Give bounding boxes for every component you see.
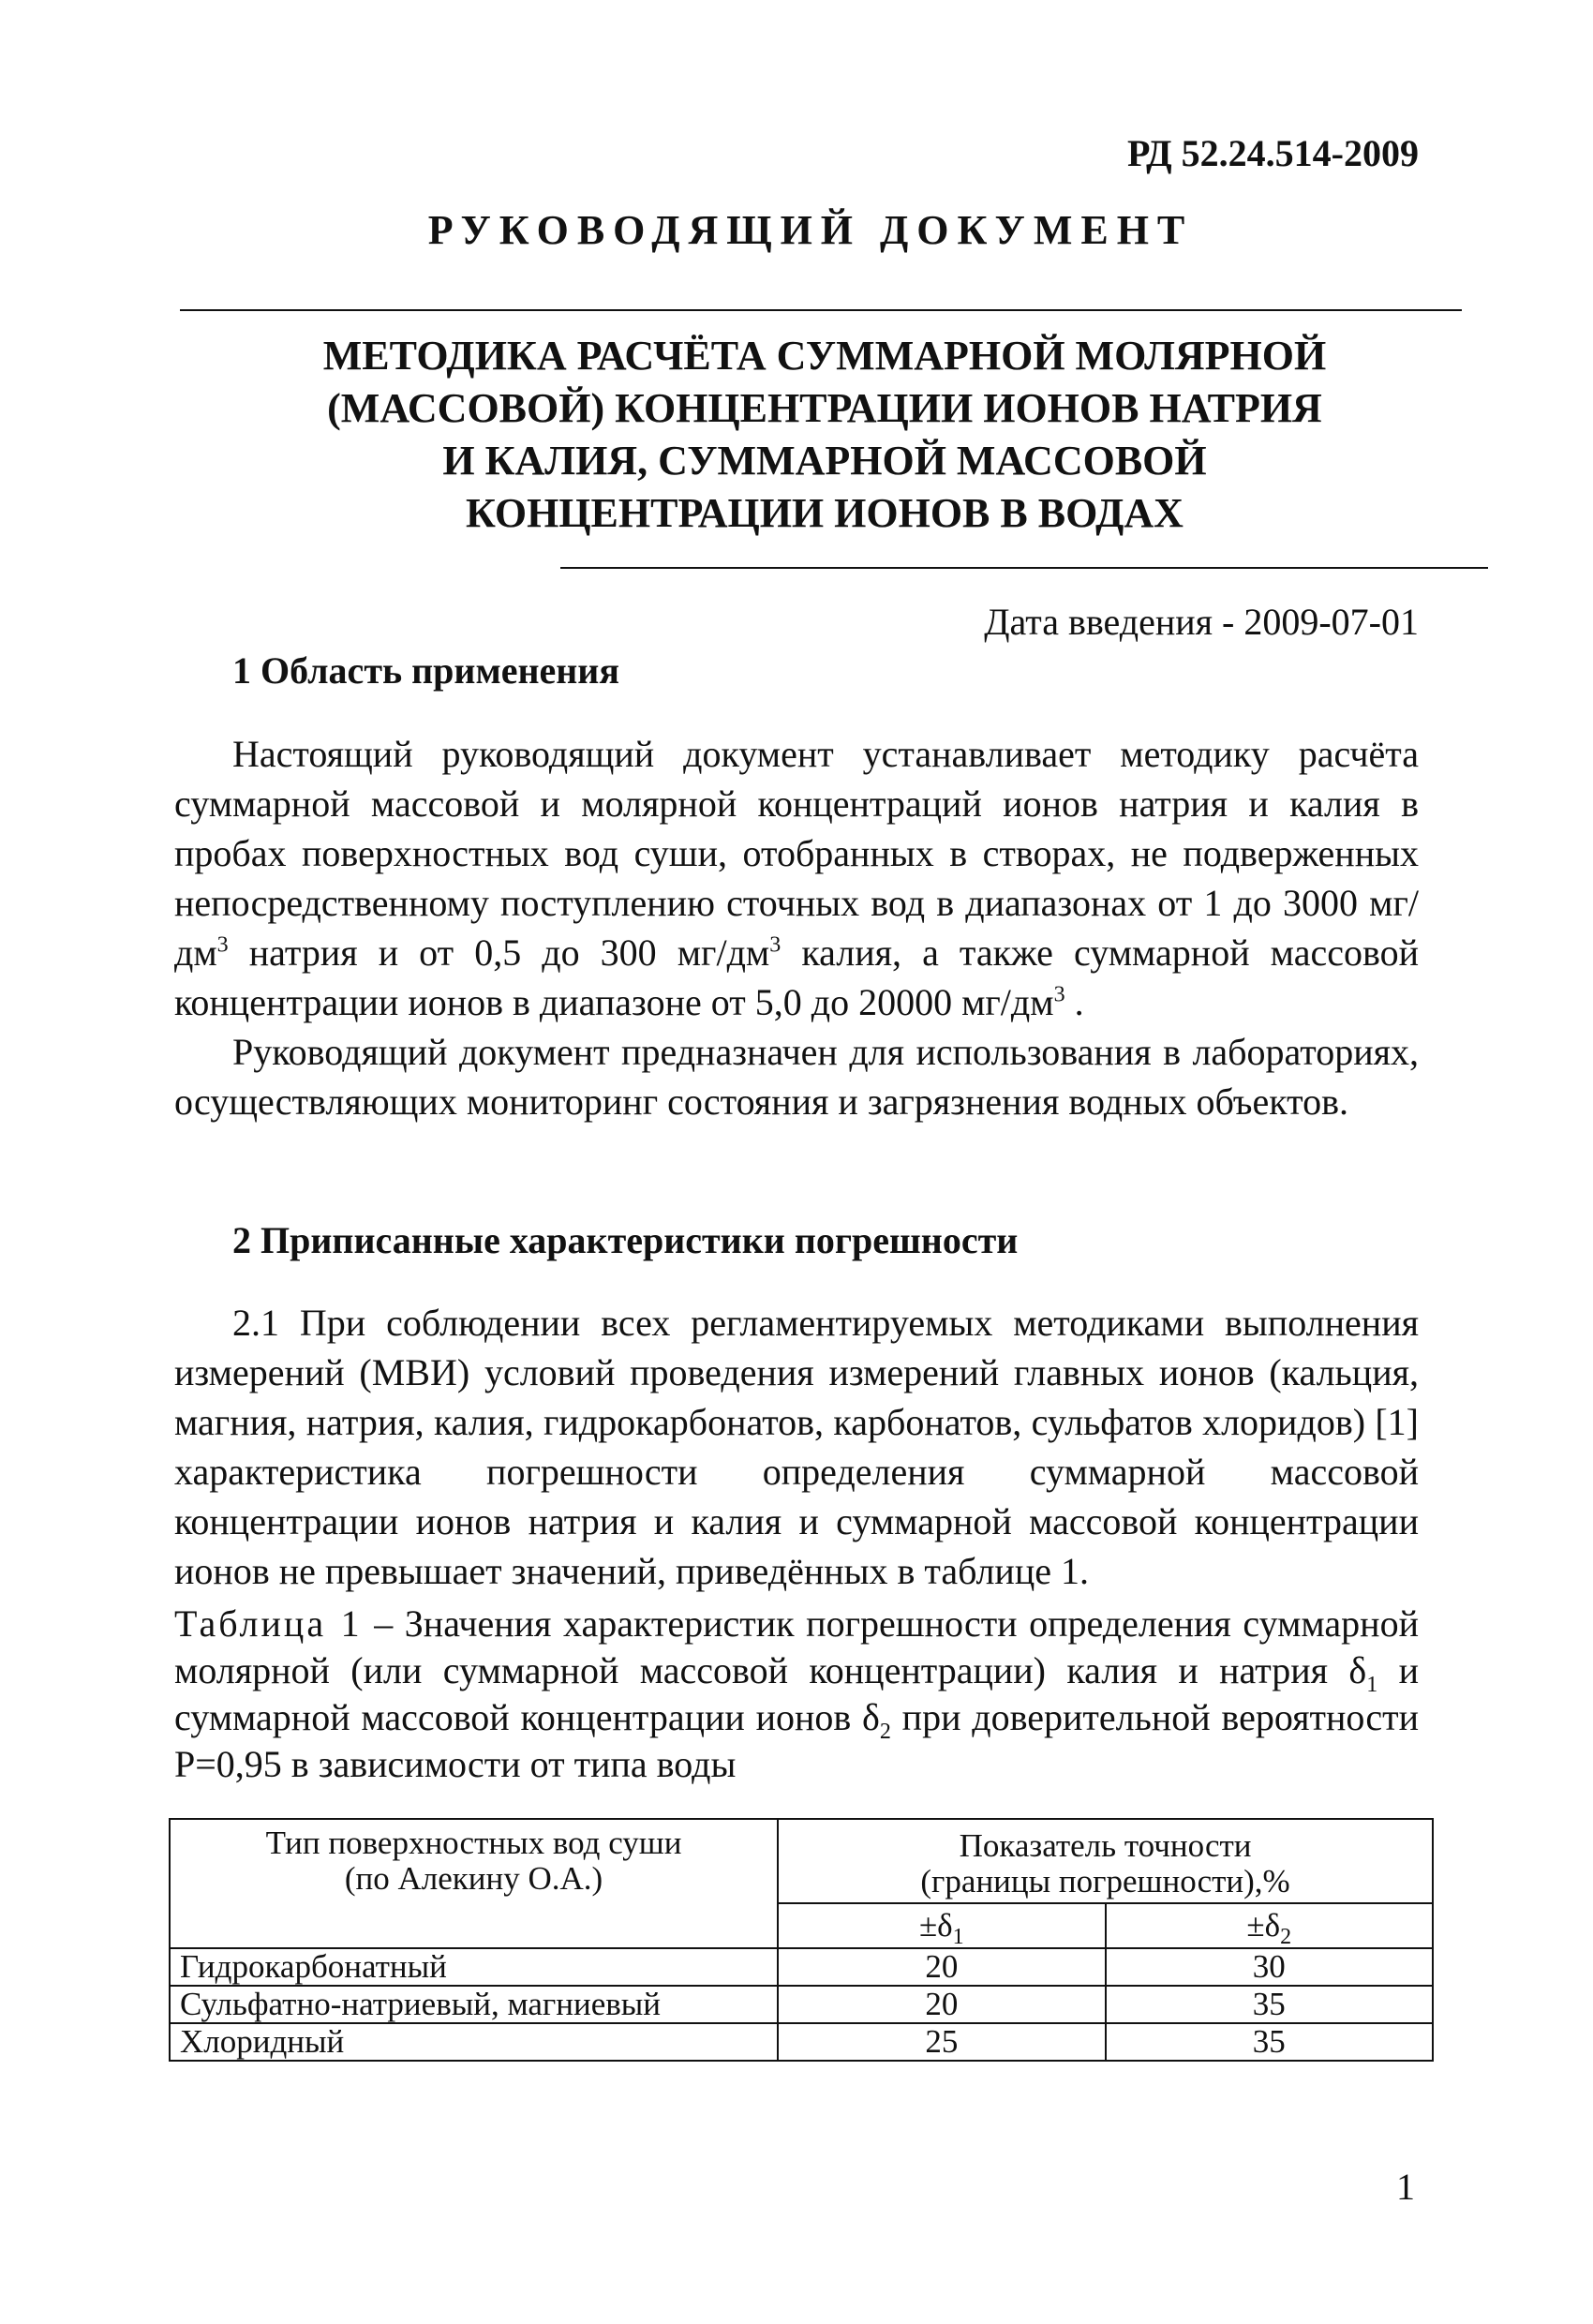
document-code: РД 52.24.514-2009 [1127,132,1419,174]
table-row [170,1948,1433,1986]
title-line-4: КОНЦЕНТРАЦИИ ИОНОВ В ВОДАХ [466,490,1184,536]
header-accuracy: Показатель точности (границы погрешности),% [778,1819,1433,1903]
table-caption: Таблица 1 – Значения характеристик погрешности определения суммарной молярной (или суммарной массовой концентрации) калия и натрия $\delta_1$ и суммарной массовой концентрации ионов $\delta_2$ при доверительной вероятности Р=0,95 в зависимости от типа воды [174,1602,1420,1785]
cell-delta-2: 35 [1106,2023,1433,2061]
section-1-paragraph-1: Настоящий руководящий документ устанавливает методику расчёта суммарной массовой и молярной концентраций ионов натрия и калия в пробах поверхностных вод суши, отобранных в створах, не подверженных непосредственному поступлению сточных вод в диапазонах от 1 до 3000 $мг/дм^3$ натрия и от 0,5 до 300 $мг/дм^3$ калия, а также суммарной массовой концентрации ионов в диапазоне от 5,0 до 20000 $мг/дм^3$ . [174,733,1419,1023]
section-1-heading: 1 Область применения [232,649,619,692]
accuracy-table [169,1818,1434,2062]
section-2-body [174,1298,1419,1596]
title-top-rule [180,309,1462,311]
cell-water-type: Сульфатно-натриевый, магниевый [170,1986,778,2023]
header-delta-2: $\pm\delta_2$ [1106,1903,1433,1948]
cell-delta-2: 35 [1106,1986,1433,2023]
cell-delta-1: 20 [778,1948,1105,1986]
page-number: 1 [1396,2166,1415,2208]
title-line-2: (МАССОВОЙ) КОНЦЕНТРАЦИИ ИОНОВ НАТРИЯ [327,385,1322,431]
section-1-paragraph-2: Руководящий документ предназначен для использования в лабораториях, осуществляющих мониторинг состояния и загрязнения водных объектов. [174,1031,1419,1123]
cell-delta-2: 30 [1106,1948,1433,1986]
title-line-3: И КАЛИЯ, СУММАРНОЙ МАССОВОЙ [442,438,1207,484]
section-1-body [174,729,1419,1126]
introduction-date: Дата введения - 2009-07-01 [984,601,1419,643]
table-header-row [170,1819,1433,1903]
table-row [170,2023,1433,2061]
cell-delta-1: 25 [778,2023,1105,2061]
title-line-1: МЕТОДИКА РАСЧЁТА СУММАРНОЙ МОЛЯРНОЙ [322,333,1327,379]
header-water-type: Тип поверхностных вод суши (по Алекину О.А.) [170,1819,778,1948]
cell-delta-1: 20 [778,1986,1105,2023]
section-2-paragraph-1: 2.1 При соблюдении всех регламентируемых методиками выполнения измерений (МВИ) условий проведения измерений главных ионов (кальция, магния, натрия, калия, гидрокарбонатов, карбонатов, сульфатов хлоридов) [1] характеристика погрешности определения суммарной массовой концентрации ионов натрия и калия и суммарной массовой концентрации ионов не превышает значений, приведённых в таблице 1. [174,1302,1419,1592]
document-title [178,330,1471,540]
header-delta-1: $\pm\delta_1$ [778,1903,1105,1948]
cell-water-type: Гидрокарбонатный [170,1948,778,1986]
cell-water-type: Хлоридный [170,2023,778,2061]
title-bottom-rule [560,567,1488,569]
document-kind-heading: РУКОВОДЯЩИЙ ДОКУМЕНТ [427,207,1194,253]
table-row [170,1986,1433,2023]
section-2-heading: 2 Приписанные характеристики погрешности [232,1219,1019,1261]
